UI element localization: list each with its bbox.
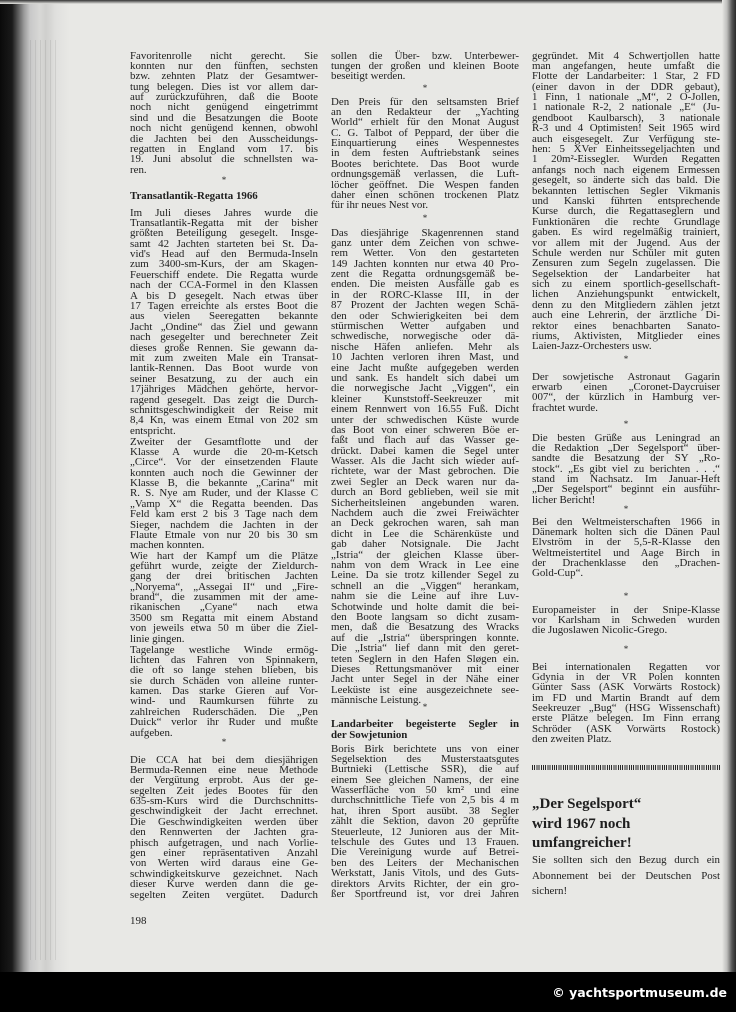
column-middle bbox=[331, 0, 519, 972]
text-line: von Werten wird daraus eine Ge- bbox=[130, 857, 318, 870]
text-line: 007“, der kürzlich in Hamburg ver- bbox=[532, 391, 720, 404]
text-line: gab daher Notsignale. Die Jacht bbox=[331, 538, 519, 551]
text-line: im FD und Martin Brandt auf dem bbox=[532, 691, 720, 704]
text-line: auf zurückzuführen, daß die Boote bbox=[130, 91, 318, 104]
text-line: zum 3400-sm-Kurs, der am Skagen- bbox=[130, 258, 318, 271]
text-line: 149 Jachten konnten nur etwa 40 Pro- bbox=[331, 257, 519, 270]
text-line: segelten Zeiten vergütet. Dadurch bbox=[130, 888, 318, 901]
text-line: Schröder (ASK Vorwärts Rostock) bbox=[532, 722, 720, 735]
text-line: machen konnten. bbox=[130, 539, 205, 552]
text-line: Flaute Etmale von nur 20 bis 30 sm bbox=[130, 529, 318, 542]
text-line: tung belegen. Dies ist vor allem dar- bbox=[130, 80, 318, 93]
text-line: vid's Head auf den Bermuda-Inseln bbox=[130, 248, 318, 261]
text-line: entspricht. bbox=[130, 424, 176, 437]
text-line: Transatlantik-Regatta 1966 bbox=[130, 189, 258, 202]
text-line: Segelsektion der Landarbeiter hat bbox=[532, 267, 720, 280]
text-line: der Sowjetunion bbox=[331, 728, 408, 741]
text-line: gang der drei britischen Jachten bbox=[130, 570, 318, 583]
text-line: größten Beteiligung gesegelt. Insge- bbox=[130, 227, 318, 240]
text-line: Sieger, nachdem die Jachten in der bbox=[130, 518, 318, 531]
watermark: © yachtsportmuseum.de bbox=[552, 985, 727, 1000]
text-line: Laien-Jazz-Orchesters usw. bbox=[532, 340, 652, 353]
section-separator-star: * bbox=[422, 702, 428, 712]
paragraph bbox=[130, 208, 318, 437]
text-line: wind- und Raumkursen führte zu bbox=[130, 695, 318, 708]
text-line: Wasser. Als die Jacht sich wieder auf- bbox=[331, 455, 519, 468]
text-line: und sank. Es handelt sich dabei um bbox=[331, 371, 519, 384]
text-line: Boris Birk berichtete uns von einer bbox=[331, 742, 519, 755]
text-line: Weltmeistertitel und Aage Birch in bbox=[532, 546, 720, 559]
text-line: segelten Zeit jedes Bootes für den bbox=[130, 784, 318, 797]
text-line: Gdynia in der VR Polen konnten bbox=[532, 670, 720, 683]
text-line: in dem festen Auftriebstank seines bbox=[331, 147, 519, 160]
text-line: für ihr neues Nest vor. bbox=[331, 199, 429, 212]
text-line: nach der CCA-Formel in den Klassen bbox=[130, 279, 318, 292]
text-line: konnten auch noch die Gewinner der bbox=[130, 466, 318, 479]
text-line: zwei Segler an Deck waren nur da- bbox=[331, 475, 519, 488]
text-line: aus vielen Seeregatten bekannte bbox=[130, 310, 318, 323]
text-line: ßer Sportfreund ist, vor drei Jahren bbox=[331, 887, 519, 900]
text-line: Duick“ verlor ihr Ruder und mußte bbox=[130, 716, 318, 729]
text-line: „Istria“ der gleichen Klasse über- bbox=[331, 548, 519, 561]
text-line: Dänemark holten sich die Dänen Paul bbox=[532, 525, 720, 538]
text-line: Transatlantik-Regatta mit der bisher bbox=[130, 216, 318, 229]
text-line: noch nicht genügend eingetrimmt bbox=[130, 101, 318, 114]
paragraph bbox=[130, 437, 318, 551]
text-line: Klasse A wurde die 20-m-Ketsch bbox=[130, 445, 318, 458]
text-line: 3500 sm Regatta mit einem Abstand bbox=[130, 611, 318, 624]
text-line: Sicherheitsleinen angebunden waren. bbox=[331, 496, 519, 509]
text-line: Günter Sass (ASK Vorwärts Rostock) bbox=[532, 681, 720, 694]
text-line: nach gesegelter und berechneter Zeit bbox=[130, 331, 318, 344]
text-line: hen: 5 XVer Einheitssegeljachten und bbox=[532, 143, 720, 156]
text-line: phisch aufgetragen, und nach Vorlie- bbox=[130, 836, 318, 849]
text-line: durch an Bord geblieben, weil sie mit bbox=[331, 486, 519, 499]
text-line: 1 Finn, 1 nationale „M“, 2 O-Jollen, bbox=[532, 91, 720, 104]
text-line: aufgeben. bbox=[130, 726, 173, 739]
text-line: rikanischen „Cyane“ nach etwa bbox=[130, 601, 318, 614]
paragraph bbox=[130, 645, 318, 739]
text-line: sich zu einem sportlich-gesellschaft- bbox=[532, 278, 720, 291]
text-line: Steuerleute, 12 Junioren aus der Mit- bbox=[331, 825, 519, 838]
text-line: Der sowjetische Astronaut Gagarin bbox=[532, 370, 720, 383]
column-left bbox=[130, 0, 318, 972]
text-line: die Jachten bei den Ausscheidungs- bbox=[130, 132, 318, 145]
text-line: Segelsektion des Musterstaatsgutes bbox=[331, 752, 519, 765]
text-line: men, daß die Besatzung des Wracks bbox=[331, 621, 519, 634]
text-line: daher einen schönen trockenen Platz bbox=[331, 189, 519, 202]
paragraph bbox=[532, 662, 720, 745]
text-line: „Noryema“, „Assegai II“ und „Fire- bbox=[130, 580, 318, 593]
text-line: Nachdem auch die zwei Freiwächter bbox=[331, 507, 519, 520]
text-line: telschule des Gutes und 13 Frauen. bbox=[331, 836, 519, 849]
footer-bar bbox=[0, 972, 736, 1012]
text-line: Die „Istria“ lief dann mit den geret- bbox=[331, 642, 519, 655]
text-line: den zweiten Platz. bbox=[532, 733, 612, 746]
section-separator-star: * bbox=[623, 591, 629, 601]
text-line: vor allem mit der Jugend. Aus der bbox=[532, 236, 720, 249]
text-line: sandte die Besatzung der SY „Ro- bbox=[532, 452, 720, 465]
text-line: ragend gesegelt. Das zeigt die Durch- bbox=[130, 393, 318, 406]
text-line: dieser Kurve werden dann die ge- bbox=[130, 878, 318, 891]
text-line: Flotte der Landarbeiter: 1 Star, 2 FD bbox=[532, 70, 720, 83]
text-line: samt 42 Jachten starteten bei St. Da- bbox=[130, 237, 318, 250]
text-line: Zensuren zum Segeln zugelassen. Die bbox=[532, 257, 720, 270]
text-line: dieses große Rennen. Sie gewann da- bbox=[130, 341, 318, 354]
text-line: gesegelt, so änderte sich das bald. Die bbox=[532, 174, 720, 187]
text-line: dicht in Lee die Schärenküste und bbox=[331, 527, 519, 540]
text-line: Wasserfläche von 50 km² und eine bbox=[331, 784, 519, 797]
paragraph bbox=[532, 517, 720, 579]
text-line: Burtnieki (Lettische SSR), die auf bbox=[331, 763, 519, 776]
promo-text-line: Sie sollten sich den Bezug durch ein bbox=[532, 854, 720, 866]
text-line: geführt wurde, zeigte der Zieldurch- bbox=[130, 559, 318, 572]
text-line: 635-sm-Kurs wird die Durchschnitts- bbox=[130, 795, 318, 808]
text-line: faßt und flach auf das Wasser ge- bbox=[331, 434, 519, 447]
text-line: auch eisgesegelt. Zur Verfügung ste- bbox=[532, 132, 720, 145]
text-line: „Circe“. Vor der einsetzenden Flaute bbox=[130, 456, 318, 469]
promo-text-line: sichern! bbox=[532, 885, 568, 897]
text-line: (einer davon in der DDR gebaut), bbox=[532, 80, 720, 93]
paragraph bbox=[130, 51, 318, 176]
text-line: Die Vereinigung wurde auf Betrei- bbox=[331, 846, 519, 859]
text-line: Schule werden nur Schüler mit guten bbox=[532, 246, 720, 259]
paragraph bbox=[331, 51, 519, 82]
text-line: bzw. zehnten Platz der Gesamtwer- bbox=[130, 70, 318, 83]
text-line: teten Seglern in den Hafen Sløgen ein. bbox=[331, 652, 519, 665]
section-heading bbox=[130, 191, 318, 202]
text-line: Jacht unter Segel in der Nähe einer bbox=[331, 673, 519, 686]
text-line: denn zu den Mitgliedern zählen jetzt bbox=[532, 298, 720, 311]
text-line: die Jugoslawen Nicolic-Grego. bbox=[532, 624, 668, 637]
text-line: direktors Arvits Richter, der ein gro- bbox=[331, 877, 519, 890]
text-line: gaben. Es wird regelmäßig trainiert, bbox=[532, 226, 720, 239]
text-line: lichten das Fahren von Spinnakern, bbox=[130, 653, 318, 666]
text-line: erwarb einen „Coronet-Daycruiser bbox=[532, 380, 720, 393]
text-line: vor Karlsham in Schweden wurden bbox=[532, 613, 720, 626]
text-line: brand“, die zusammen mit der ame- bbox=[130, 591, 318, 604]
section-separator-star: * bbox=[623, 644, 629, 654]
text-line: gendboot Kaulbarsch), 3 nationale bbox=[532, 111, 720, 124]
text-line: Die besten Grüße aus Leningrad an bbox=[532, 431, 720, 444]
text-line: seiner Besatzung, zu der auch ein bbox=[130, 372, 318, 385]
text-line: Favoritenrolle nicht gerecht. Sie bbox=[130, 49, 318, 62]
promo-headline-line: „Der Segelsport“ bbox=[532, 796, 642, 812]
text-line: anfangs noch nach eigenem Ermessen bbox=[532, 163, 720, 176]
text-line: 1 20m²-Eissegler. Wurden Regatten bbox=[532, 153, 720, 166]
text-line: Kurse durch, die Regattaseglern und bbox=[532, 205, 720, 218]
text-line: Bei den Weltmeisterschaften 1966 in bbox=[532, 515, 720, 528]
text-line: einem Rennwert von 16.55 Fuß. Dicht bbox=[331, 403, 519, 416]
text-line: C. G. Talbot of Peppard, der über die bbox=[331, 126, 519, 139]
text-line: ordnungsgemäß verlassen, die Luft- bbox=[331, 168, 519, 181]
text-line: Landarbeiter begeisterte Segler in bbox=[331, 717, 519, 730]
text-line: gen einer repräsentativen Anzahl bbox=[130, 847, 318, 860]
text-line: die norwegische Jacht „Viggen“, ein bbox=[331, 382, 519, 395]
section-separator-star: * bbox=[623, 419, 629, 429]
text-line: Bootes berichtete. Das Boot wurde bbox=[331, 157, 519, 170]
text-line: hat, ihren Sport ausübt. 38 Segler bbox=[331, 804, 519, 817]
text-line: World“ erhielt für den Monat August bbox=[331, 116, 519, 129]
text-line: Den Preis für den seltsamsten Brief bbox=[331, 95, 519, 108]
text-line: Gold-Cup“. bbox=[532, 567, 584, 580]
text-line: den oder Schwierigkeiten bei dem bbox=[331, 309, 519, 322]
text-line: bekannten lettischen Segler Vikmanis bbox=[532, 184, 720, 197]
paragraph bbox=[532, 51, 720, 352]
section-separator-star: * bbox=[422, 83, 428, 93]
text-line: auf die „Istria“ überspringen konnte. bbox=[331, 631, 519, 644]
text-line: Die Geschwindigkeiten werden über bbox=[130, 815, 318, 828]
text-line: licher Bericht! bbox=[532, 493, 596, 506]
text-line: das Boot von einer schweren Böe er- bbox=[331, 423, 519, 436]
text-line: Tagelange westliche Winde ermög- bbox=[130, 643, 318, 656]
text-line: tungen der großen und kleinen Boote bbox=[331, 59, 519, 72]
text-line: Feld kam erst 2 bis 3 Tage nach dem bbox=[130, 508, 318, 521]
right-page-edge bbox=[722, 0, 736, 972]
text-line: frachtet wurde. bbox=[532, 401, 598, 414]
text-line: und Kanski führten entsprechende bbox=[532, 194, 720, 207]
text-line: Feuerschiff endete. Die Regatta wurde bbox=[130, 268, 318, 281]
text-line: kleiner Kunststoff-Seekreuzer mit bbox=[331, 392, 519, 405]
promo-headline-line: wird 1967 noch bbox=[532, 815, 631, 832]
text-line: Elvström in der 5,5-R-Klasse den bbox=[532, 536, 720, 549]
text-line: an Deck gekrochen waren, sah man bbox=[331, 517, 519, 530]
paragraph bbox=[532, 433, 720, 506]
section-separator-star: * bbox=[623, 354, 629, 364]
text-line: lichen Anziehungspunkt entwickelt, bbox=[532, 288, 720, 301]
text-line: sind und die Besatzungen die Boote bbox=[130, 111, 318, 124]
text-line: stürmischen Wetter aufgaben und bbox=[331, 320, 519, 333]
text-line: Einquartierung eines Wespennestes bbox=[331, 137, 519, 150]
text-line: Funktionären die rechte Grundlage bbox=[532, 215, 720, 228]
text-line: mit zum zweiten Male ein Transat- bbox=[130, 351, 318, 364]
text-line: lantik-Rennen. Das Boot wurde von bbox=[130, 362, 318, 375]
promo-headline-line: umfangreicher! bbox=[532, 835, 632, 851]
text-line: auch eine Lehrerin, der ärztliche Di- bbox=[532, 309, 720, 322]
text-line: schwindigkeitskurve gezeichnet. Nach bbox=[130, 867, 318, 880]
text-line: einem See gleichen Namens, der eine bbox=[331, 773, 519, 786]
text-line: ren. bbox=[130, 163, 147, 176]
paragraph bbox=[331, 97, 519, 211]
text-line: kamen. Das starke Gieren auf Vor- bbox=[130, 685, 318, 698]
text-line: schnell an die „Viggen“ herankam, bbox=[331, 579, 519, 592]
promo-text bbox=[532, 853, 720, 900]
text-line: Bei internationalen Regatten vor bbox=[532, 660, 720, 673]
text-line: unter der schwedischen Küste wurde bbox=[331, 413, 519, 426]
text-line: nahm von dem Wrack in Lee eine bbox=[331, 559, 519, 571]
paragraph bbox=[331, 228, 519, 706]
text-line: 10 Jachten verloren ihren Mast, und bbox=[331, 351, 519, 364]
text-line: Schotwinde und holte damit die bei- bbox=[331, 600, 519, 613]
section-separator-star: * bbox=[422, 213, 428, 223]
text-line: nische Häfen anliefen. Mehr als bbox=[331, 340, 519, 353]
text-line: Europameister in der Snipe-Klasse bbox=[532, 603, 720, 616]
text-line: Zweiter der Gesamtflotte und der bbox=[130, 435, 318, 448]
text-line: ben des Leiters der Mechanischen bbox=[331, 856, 519, 869]
text-line: sollen die Über- bzw. Unterbewer- bbox=[331, 49, 519, 62]
text-line: R. S. Nye am Ruder, und der Klasse C bbox=[130, 487, 318, 500]
text-line: „Vamp X“ die Regatta beenden. Das bbox=[130, 497, 318, 510]
promo-headline bbox=[532, 795, 641, 854]
text-line: Jacht „Ondine“ das Ziel und gewann bbox=[130, 320, 318, 333]
text-line: rektor eines benachbarten Sanato- bbox=[532, 319, 720, 332]
paragraph bbox=[130, 551, 318, 645]
text-line: stock“. „Es gibt viel zu berichten . . .“ bbox=[532, 462, 720, 475]
text-line: Leeküste ist eine ausgezeichnete see- bbox=[331, 683, 519, 696]
text-line: rem Wetter. Von den gestarteten bbox=[331, 247, 519, 260]
text-line: Klasse B, die bekannte „Carina“ mit bbox=[130, 477, 318, 490]
page-number: 198 bbox=[130, 915, 147, 927]
text-line: stand im Nachsatz. Im Januar-Heft bbox=[532, 473, 720, 486]
paragraph bbox=[331, 744, 519, 900]
text-line: löcher geöffnet. Die Wespen fanden bbox=[331, 178, 519, 191]
text-line: regatten in England vom 17. bis bbox=[130, 143, 318, 156]
text-line: Im Juli dieses Jahres wurde die bbox=[130, 206, 318, 219]
text-line: 17 Tagen erreichte als erstes Boot die bbox=[130, 300, 318, 313]
paragraph bbox=[532, 372, 720, 414]
text-line: „Der Segelsport“ beginnt ein ausführ- bbox=[532, 483, 720, 496]
text-line: zahlreichen Ruderschäden. Die „Pen bbox=[130, 705, 318, 718]
text-line: durchschnittliche Tiefe von 2,5 bis 4 m bbox=[331, 794, 519, 807]
text-line: 19. Juni absolut die schnellsten wa- bbox=[130, 153, 318, 166]
text-line: geschwindigkeit der Jacht errechnet. bbox=[130, 805, 318, 818]
text-line: konnten nur den fünften, sechsten bbox=[130, 59, 318, 72]
text-line: der Drachenklasse den „Drachen- bbox=[532, 557, 720, 570]
section-separator-star: * bbox=[623, 504, 629, 514]
text-line: Bermuda-Rennen eine neue Methode bbox=[130, 763, 318, 776]
text-line: 1 nationale R-2, 2 nationale „E“ (Ju- bbox=[532, 101, 720, 114]
text-line: den Boote langsam so dicht zusam- bbox=[331, 610, 519, 623]
text-line: Seekreuzer „Bug“ (HSG Wissenschaft) bbox=[532, 702, 720, 715]
text-line: Leine. Da sie trotz killender Segel zu bbox=[331, 569, 519, 582]
text-line: Das diesjährige Skagenrennen stand bbox=[331, 226, 519, 239]
text-line: von jeweils etwa 50 m über die Ziel- bbox=[130, 622, 318, 635]
hatched-divider bbox=[532, 765, 720, 770]
text-line: die Redaktion „Der Segelsport“ über- bbox=[532, 441, 720, 454]
text-line: in der RORC-Klasse III, in der bbox=[331, 288, 519, 301]
section-separator-star: * bbox=[221, 737, 227, 747]
text-line: Dieses Rettungsmanöver mit einer bbox=[331, 662, 519, 675]
text-line: richtete, war der Mast gebrochen. Die bbox=[331, 465, 519, 478]
text-line: noch nicht genügend kennen, obwohl bbox=[130, 122, 318, 135]
text-line: nahm sie die Leine auf ihre Luv- bbox=[331, 590, 519, 603]
section-separator-star: * bbox=[221, 175, 227, 185]
text-line: Werkstatt, Janis Vitols, und des Guts- bbox=[331, 867, 519, 880]
text-line: männische Leistung. bbox=[331, 694, 422, 707]
section-heading bbox=[331, 719, 519, 741]
text-line: man angefangen, heute umfaßt die bbox=[532, 59, 720, 72]
text-line: drückt. Dabei kamen die Segel unter bbox=[331, 444, 519, 457]
text-line: an den Redakteur der „Yachting bbox=[331, 105, 519, 118]
text-line: enden. Die meisten Ausfälle gab es bbox=[331, 278, 519, 291]
text-line: schnittsgeschwindigkeit der Reise mit bbox=[130, 403, 318, 416]
text-line: 87 Prozent der Jachten wegen Schä- bbox=[331, 299, 519, 312]
paragraph bbox=[532, 605, 720, 636]
text-line: gegründet. Mit 4 Schwertjollen hatte bbox=[532, 49, 720, 62]
book-binding-edge bbox=[0, 0, 70, 972]
text-line: R-3 und 4 Optimisten! Seit 1965 wird bbox=[532, 122, 720, 135]
text-line: schwedische, norwegische oder dä- bbox=[331, 330, 519, 343]
text-line: die oft so lange stehen blieben, bis bbox=[130, 664, 318, 677]
text-line: erste Plätze belegen. Im Finn errang bbox=[532, 712, 720, 725]
text-line: beseitigt werden. bbox=[331, 70, 406, 83]
text-line: zählt die Sektion, davon 20 geprüfte bbox=[331, 815, 519, 828]
text-line: riums, Aktivisten, Mitglieder eines bbox=[532, 330, 720, 343]
text-line: der Vergütung erprobt. Aus der ge- bbox=[130, 774, 318, 787]
text-line: Wie hart der Kampf um die Plätze bbox=[130, 549, 318, 562]
text-line: 17jähriges Mädchen gehörte, hervor- bbox=[130, 383, 318, 396]
text-line: ganz unter dem Zeichen von schwe- bbox=[331, 236, 519, 249]
paragraph bbox=[130, 755, 318, 900]
text-line: A bis D gesegelt. Nach etwas über bbox=[130, 289, 318, 302]
promo-text-line: Abonnement bei der Deutschen Post bbox=[532, 869, 720, 882]
text-line: eine Jacht mußte aufgegeben werden bbox=[331, 361, 519, 374]
text-line: 8,4 Kn, was einem Etmal von 202 sm bbox=[130, 414, 318, 427]
page-stack-lines bbox=[30, 40, 60, 960]
text-line: Die CCA hat bei dem diesjährigen bbox=[130, 753, 318, 766]
text-line: zent die Regatta ordnungsgemäß be- bbox=[331, 268, 519, 281]
text-line: linie gingen. bbox=[130, 632, 185, 645]
text-line: den Rennwerten der Jachten gra- bbox=[130, 826, 318, 839]
text-line: sie durch Schäden von alleine runter- bbox=[130, 674, 318, 687]
